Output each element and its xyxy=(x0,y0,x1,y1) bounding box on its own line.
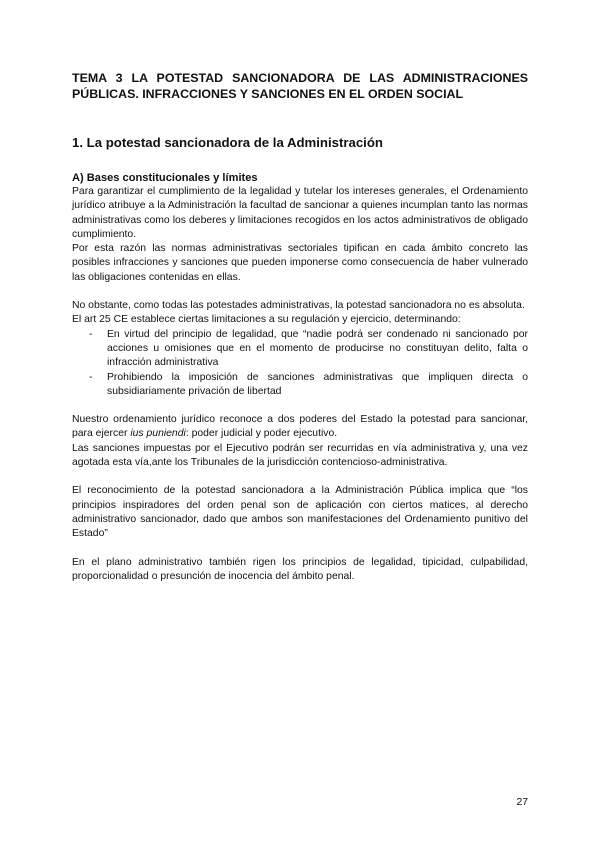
paragraph-5-text-b: : poder judicial y poder ejecutivo. xyxy=(185,428,338,440)
list-item xyxy=(72,371,528,400)
dash-bullet: - xyxy=(89,371,93,383)
list-item xyxy=(72,328,528,371)
list-item-text: Prohibiendo la imposición de sanciones administrativas que impliquen directa o subsidiariamente privación de libertad xyxy=(107,371,528,397)
paragraph-5-text-a: Nuestro ordenamiento jurídico reconoce a dos poderes del Estado la potestad para sancionar, para ejercer xyxy=(72,414,528,440)
spacer xyxy=(72,285,528,299)
document-page xyxy=(72,70,528,584)
page-number: 27 xyxy=(516,797,528,808)
spacer xyxy=(72,399,528,413)
paragraph-2: Por esta razón las normas administrativas sectoriales tipifican en cada ámbito concreto las posibles infracciones y sanciones que pueden imponerse como consecuencia de haber vulnerado las obligaciones contenidas en ellas. xyxy=(72,243,528,283)
paragraph-3: No obstante, como todas las potestades administrativas, la potestad sancionadora no es absoluta. xyxy=(72,300,525,312)
paragraph-6: Las sanciones impuestas por el Ejecutivo podrán ser recurridas en vía administrativa y, una vez agotada esta vía,ante los Tribunales de la jurisdicción contencioso-administrativa. xyxy=(72,442,528,469)
paragraph-1: Para garantizar el cumplimiento de la legalidad y tutelar los intereses generales, el Ordenamiento jurídico atribuye a la Administración la facultad de sancionar a quienes incumplan tanto las normas administrativas como los deberes y limitaciones recogidos en los actos administrativos de obligado cumplimiento. xyxy=(72,186,528,240)
spacer xyxy=(72,470,528,484)
list-item-text: En virtud del principio de legalidad, que “nadie podrá ser condenado ni sancionado por acciones u omisiones que en el momento de producirse no constituyan delito, falta o infracción administrativa xyxy=(107,328,528,369)
paragraph-5 xyxy=(72,413,528,442)
subsection-heading: A) Bases constitucionales y límites xyxy=(72,172,258,184)
document-title: TEMA 3 LA POTESTAD SANCIONADORA DE LAS ADMINISTRACIONES PÚBLICAS. INFRACCIONES Y SANCIONES EN EL ORDEN SOCIAL xyxy=(72,71,528,101)
spacer xyxy=(72,542,528,556)
ius-puniendi-term: ius puniendi xyxy=(130,428,186,440)
limitations-list xyxy=(72,328,528,399)
dash-bullet: - xyxy=(89,328,93,340)
paragraph-7: El reconocimiento de la potestad sancionadora a la Administración Pública implica que “los principios inspiradores del orden penal son de aplicación con ciertos matices, al derecho administrativo sancionador, dado que ambos son manifestaciones del Ordenamiento punitivo del Estado” xyxy=(72,485,528,540)
paragraph-8: En el plano administrativo también rigen los principios de legalidad, tipicidad, culpabilidad, proporcionalidad o presunción de inocencia del ámbito penal. xyxy=(72,556,528,582)
section-heading: 1. La potestad sancionadora de la Administración xyxy=(72,135,383,150)
paragraph-4: El art 25 CE establece ciertas limitaciones a su regulación y ejercicio, determinando: xyxy=(72,314,461,326)
